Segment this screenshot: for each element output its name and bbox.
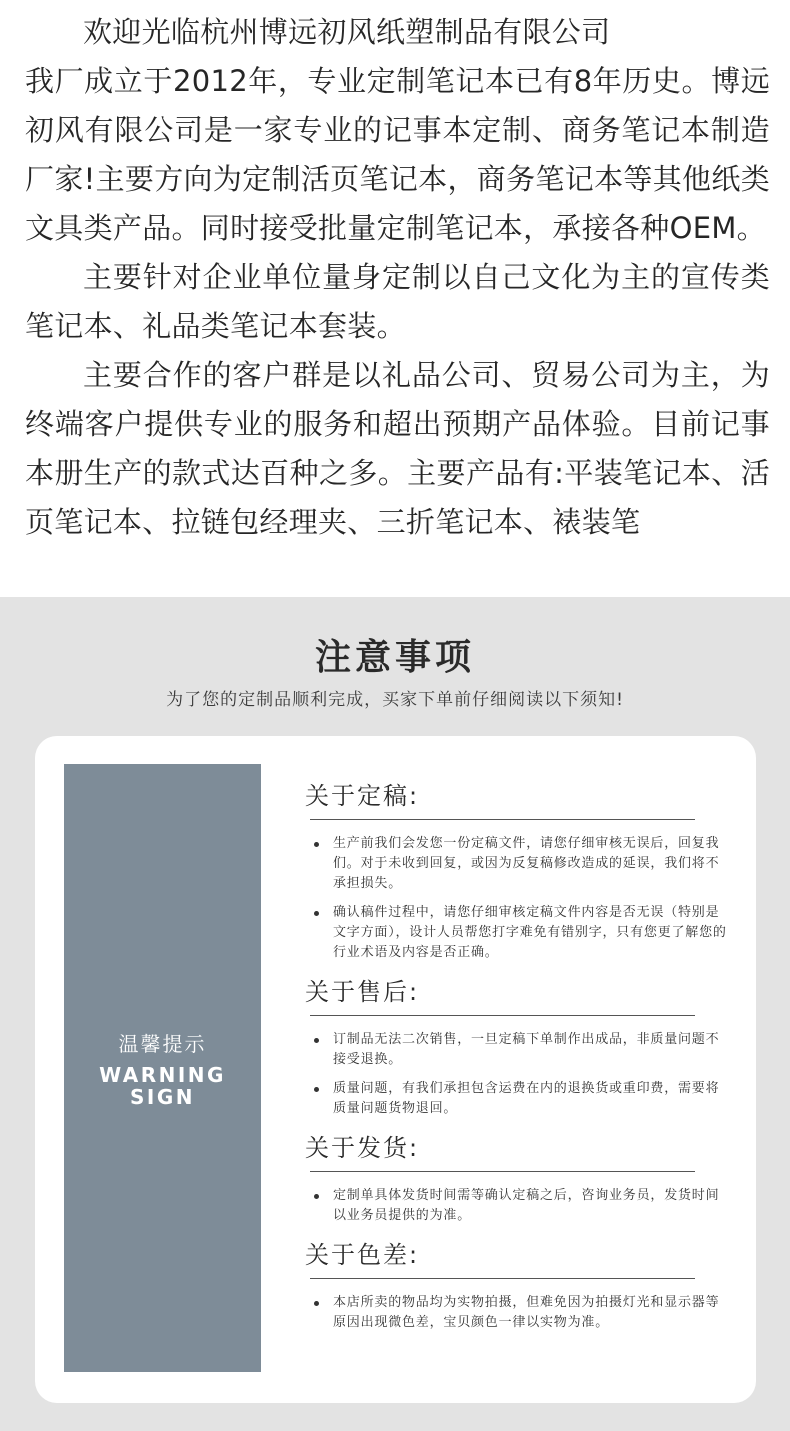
list-item: 订制品无法二次销售，一旦定稿下单制作出成品，非质量问题不接受退换。 — [305, 1030, 733, 1070]
intro-paragraph-history: 我厂成立于2012年，专业定制笔记本已有8年历史。博远初风有限公司是一家专业的记事本定制、商务笔记本制造厂家!主要方向为定制活页笔记本，商务笔记本等其他纸类文具类产品。同时接受批量定制笔记本，承接各种OEM。 — [25, 64, 770, 245]
notice-card — [35, 736, 756, 1403]
bullet-icon — [314, 1301, 319, 1306]
section-list — [305, 1030, 735, 1119]
notice-section — [0, 597, 790, 1431]
section-list — [305, 834, 735, 963]
list-item: 定制单具体发货时间需等确认定稿之后，咨询业务员，发货时间以业务员提供的为准。 — [305, 1186, 733, 1226]
list-item: 质量问题，有我们承担包含运费在内的退换货或重印费，需要将质量问题货物退回。 — [305, 1079, 733, 1119]
notice-sections — [305, 776, 735, 1342]
section-color-difference — [305, 1235, 735, 1333]
section-divider — [310, 1015, 695, 1016]
bullet-icon — [314, 1087, 319, 1092]
section-finalization — [305, 776, 735, 963]
notice-title: 注意事项 — [314, 637, 475, 678]
section-heading: 关于定稿: — [305, 782, 420, 810]
intro-paragraph-focus: 主要针对企业单位量身定制以自己文化为主的宣传类笔记本、礼品类笔记本套装。 — [25, 260, 770, 343]
section-divider — [310, 1171, 695, 1172]
bullet-icon — [314, 1194, 319, 1199]
bullet-icon — [314, 911, 319, 916]
list-item: 生产前我们会发您一份定稿文件，请您仔细审核无误后，回复我们。对于未收到回复，或因为反复稿修改造成的延误，我们将不承担损失。 — [305, 834, 733, 894]
warning-side-panel — [64, 764, 261, 1372]
list-item: 本店所卖的物品均为实物拍摄，但难免因为拍摄灯光和显示器等原因出现微色差，宝贝颜色一律以实物为准。 — [305, 1293, 733, 1333]
intro-paragraph-welcome: 欢迎光临杭州博远初风纸塑制品有限公司 — [83, 15, 611, 49]
section-list — [305, 1186, 735, 1226]
warning-label-cn: 温馨提示 — [118, 1032, 207, 1056]
bullet-icon — [314, 1038, 319, 1043]
company-intro — [0, 0, 790, 597]
section-divider — [310, 819, 695, 820]
warning-label-en-line1: WARNING — [99, 1063, 226, 1087]
section-heading: 关于售后: — [305, 978, 420, 1006]
warning-label-en-line2: SIGN — [130, 1085, 195, 1109]
section-heading: 关于色差: — [305, 1241, 420, 1269]
notice-subtitle: 为了您的定制品顺利完成，买家下单前仔细阅读以下须知! — [166, 690, 624, 710]
list-item: 确认稿件过程中，请您仔细审核定稿文件内容是否无误（特别是文字方面），设计人员帮您打字难免有错别字，只有您更了解您的行业术语及内容是否正确。 — [305, 903, 733, 963]
section-list — [305, 1293, 735, 1333]
section-after-sales — [305, 972, 735, 1119]
warning-label-en — [64, 1064, 261, 1108]
section-shipping — [305, 1128, 735, 1226]
section-heading: 关于发货: — [305, 1134, 420, 1162]
section-divider — [310, 1278, 695, 1279]
intro-paragraph-clients: 主要合作的客户群是以礼品公司、贸易公司为主，为终端客户提供专业的服务和超出预期产品体验。目前记事本册生产的款式达百种之多。主要产品有:平装笔记本、活页笔记本、拉链包经理夹、三折笔记本、裱装笔 — [25, 358, 770, 539]
bullet-icon — [314, 842, 319, 847]
